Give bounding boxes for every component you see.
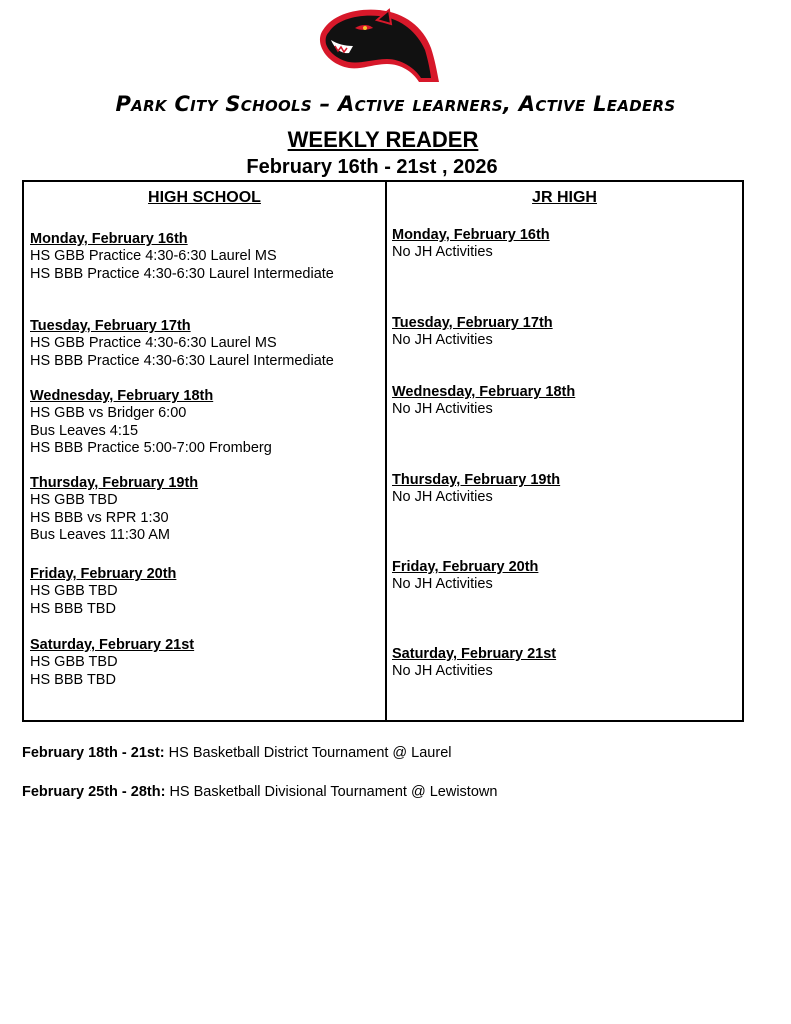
event-line: HS GBB TBD: [30, 583, 118, 600]
jh-day-thursday: [392, 472, 560, 507]
event-line: No JH Activities: [392, 244, 493, 261]
event-line: No JH Activities: [392, 332, 493, 349]
hs-day-saturday: [30, 637, 194, 689]
date-range: February 16th - 21st , 2026: [246, 156, 498, 178]
event-line: No JH Activities: [392, 401, 493, 418]
jh-day-friday: [392, 559, 538, 594]
day-name: Thursday, February 19th: [30, 475, 199, 491]
event-line: No JH Activities: [392, 576, 493, 593]
day-name: Friday, February 20th: [392, 559, 539, 575]
note-text: HS Basketball Divisional Tournament @ Lewistown: [165, 784, 498, 800]
hs-day-thursday: [30, 475, 198, 545]
event-line: HS GBB Practice 4:30-6:30 Laurel MS: [30, 335, 277, 352]
day-name: Saturday, February 21st: [392, 646, 557, 662]
day-name: Tuesday, February 17th: [30, 318, 191, 334]
day-name: Wednesday, February 18th: [392, 384, 576, 400]
note-text: HS Basketball District Tournament @ Laurel: [164, 745, 452, 761]
event-line: HS BBB TBD: [30, 600, 116, 617]
event-line: HS BBB Practice 4:30-6:30 Laurel Intermediate: [30, 265, 334, 282]
jh-day-monday: [392, 227, 550, 262]
day-name: Friday, February 20th: [30, 566, 177, 582]
hs-day-friday: [30, 566, 176, 618]
event-line: HS BBB Practice 4:30-6:30 Laurel Intermediate: [30, 352, 334, 369]
note-label: February 18th - 21st:: [22, 745, 165, 761]
page-title: WEEKLY READER: [287, 127, 479, 152]
jr-high-heading: JR HIGH: [532, 189, 597, 206]
event-line: No JH Activities: [392, 489, 493, 506]
day-name: Tuesday, February 17th: [392, 315, 553, 331]
panther-logo: [315, 6, 443, 84]
event-line: HS BBB TBD: [30, 671, 116, 688]
event-line: HS GBB vs Bridger 6:00: [30, 405, 187, 422]
hs-day-wednesday: [30, 388, 272, 458]
school-slogan: Park City Schools – Active learners, Active Leaders: [115, 92, 676, 116]
hs-day-tuesday: [30, 318, 334, 370]
day-name: Thursday, February 19th: [392, 472, 561, 488]
high-school-heading: HIGH SCHOOL: [148, 189, 261, 206]
event-line: HS BBB vs RPR 1:30: [30, 509, 169, 526]
event-line: No JH Activities: [392, 663, 493, 680]
day-name: Wednesday, February 18th: [30, 388, 214, 404]
column-divider: [385, 182, 387, 720]
jh-day-wednesday: [392, 384, 575, 419]
jh-day-saturday: [392, 646, 556, 681]
day-name: Monday, February 16th: [30, 231, 188, 247]
jh-day-tuesday: [392, 315, 553, 350]
event-line: HS GBB TBD: [30, 492, 118, 509]
event-line: Bus Leaves 4:15: [30, 422, 139, 439]
event-line: HS GBB Practice 4:30-6:30 Laurel MS: [30, 248, 277, 265]
event-line: HS GBB TBD: [30, 654, 118, 671]
day-name: Monday, February 16th: [392, 227, 550, 243]
tournament-note-divisional: [22, 784, 497, 800]
event-line: HS BBB Practice 5:00-7:00 Fromberg: [30, 440, 272, 457]
tournament-note-district: [22, 745, 452, 761]
schedule-table: [22, 180, 744, 722]
note-label: February 25th - 28th:: [22, 784, 166, 800]
event-line: Bus Leaves 11:30 AM: [30, 527, 170, 544]
day-name: Saturday, February 21st: [30, 637, 195, 653]
hs-day-monday: [30, 231, 334, 283]
